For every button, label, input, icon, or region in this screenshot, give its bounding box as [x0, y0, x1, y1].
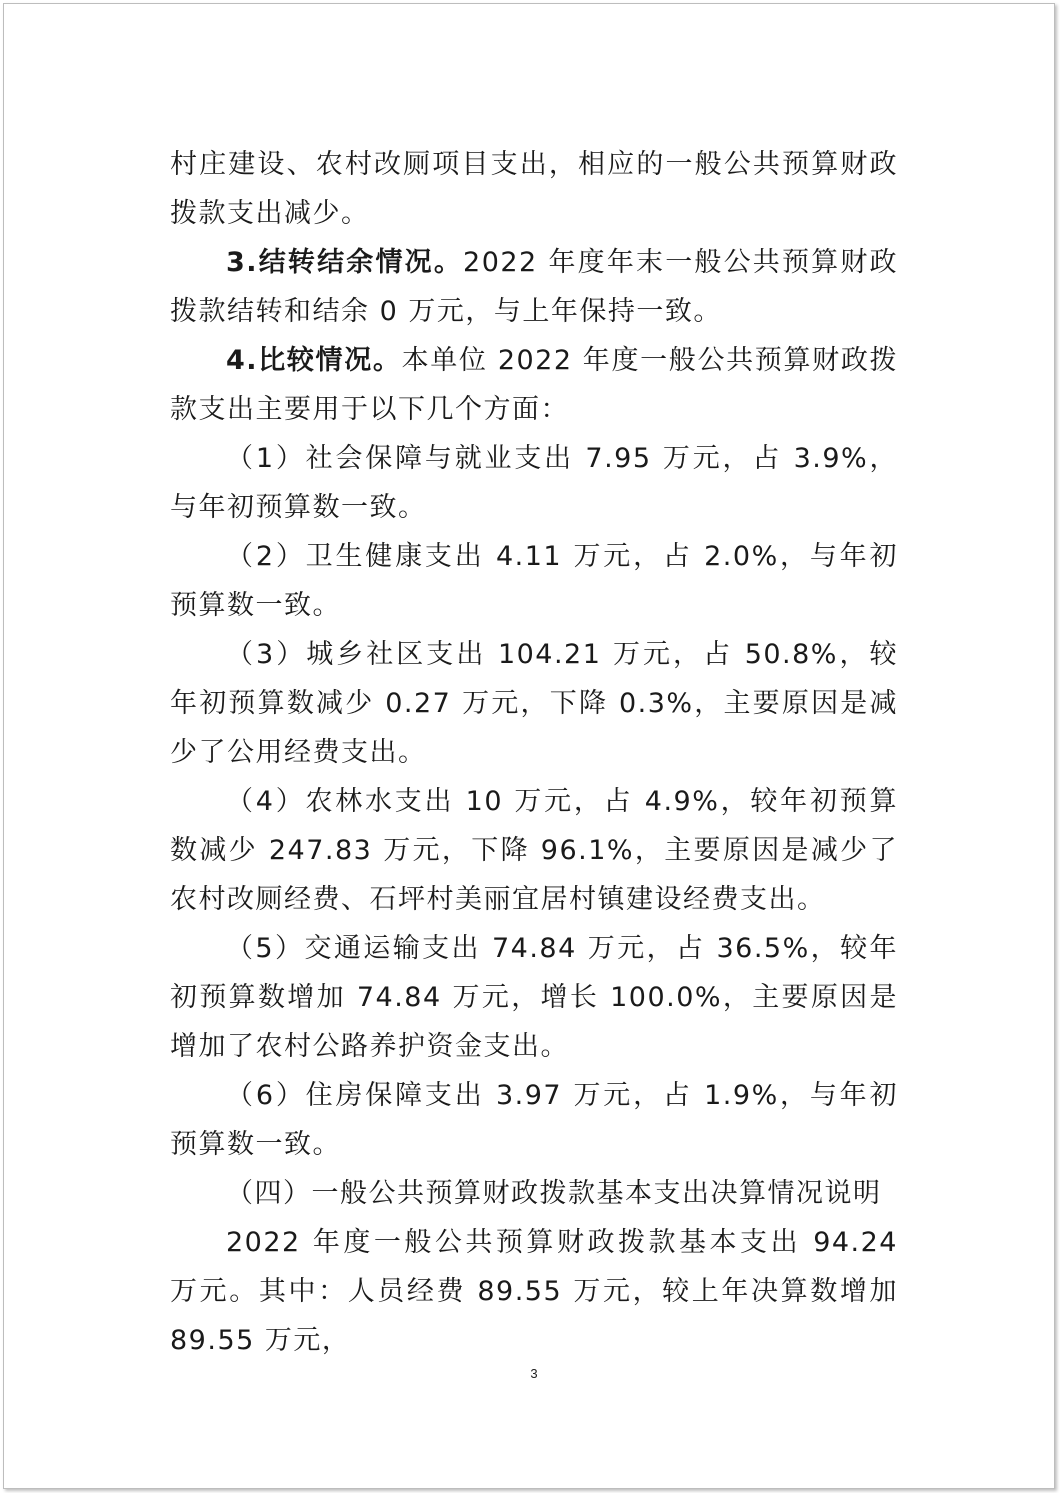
paragraph-text: 本单位 2022 年度一般公共预算财政拨款支出主要用于以下几个方面： [170, 345, 898, 425]
list-item-agriculture [170, 777, 898, 924]
page-number: 3 [530, 1366, 538, 1381]
section-heading: 4.比较情况。 [226, 345, 402, 376]
list-item-transport [170, 924, 898, 1071]
paragraph-text: 2022 年度一般公共预算财政拨款基本支出 94.24 万元。其中：人员经费 89.55 万元，较上年决算数增加 89.55 万元， [170, 1227, 898, 1356]
section-heading: 3.结转结余情况。 [226, 247, 464, 278]
paragraph-text: （6）住房保障支出 3.97 万元，占 1.9%，与年初预算数一致。 [170, 1080, 898, 1160]
list-item-social-security [170, 434, 898, 532]
list-item-housing [170, 1071, 898, 1169]
paragraph-text: （1）社会保障与就业支出 7.95 万元，占 3.9%，与年初预算数一致。 [170, 443, 898, 523]
list-item-health [170, 532, 898, 630]
document-page [3, 3, 1055, 1489]
paragraph-text: （2）卫生健康支出 4.11 万元，占 2.0%，与年初预算数一致。 [170, 541, 898, 621]
paragraph-text: 村庄建设、农村改厕项目支出，相应的一般公共预算财政拨款支出减少。 [170, 149, 898, 229]
section-title-basic-expenditure [170, 1169, 898, 1218]
paragraph-text: （3）城乡社区支出 104.21 万元，占 50.8%，较年初预算数减少 0.27 万元，下降 0.3%，主要原因是减少了公用经费支出。 [170, 639, 898, 768]
paragraph-text: （四）一般公共预算财政拨款基本支出决算情况说明 [226, 1178, 882, 1209]
paragraph-basic-expenditure [170, 1218, 898, 1365]
paragraph-carryover-balance [170, 238, 898, 336]
paragraph-text: （4）农林水支出 10 万元，占 4.9%，较年初预算数减少 247.83 万元，下降 96.1%，主要原因是减少了农村改厕经费、石坪村美丽宜居村镇建设经费支出。 [170, 786, 898, 915]
paragraph-text: 2022 年度年末一般公共预算财政拨款结转和结余 0 万元，与上年保持一致。 [170, 247, 899, 327]
paragraph-text: （5）交通运输支出 74.84 万元，占 36.5%，较年初预算数增加 74.84 万元，增长 100.0%，主要原因是增加了农村公路养护资金支出。 [170, 933, 898, 1062]
paragraph-comparison [170, 336, 898, 434]
list-item-community [170, 630, 898, 777]
page-body [170, 140, 898, 1365]
paragraph-continuation [170, 140, 898, 238]
